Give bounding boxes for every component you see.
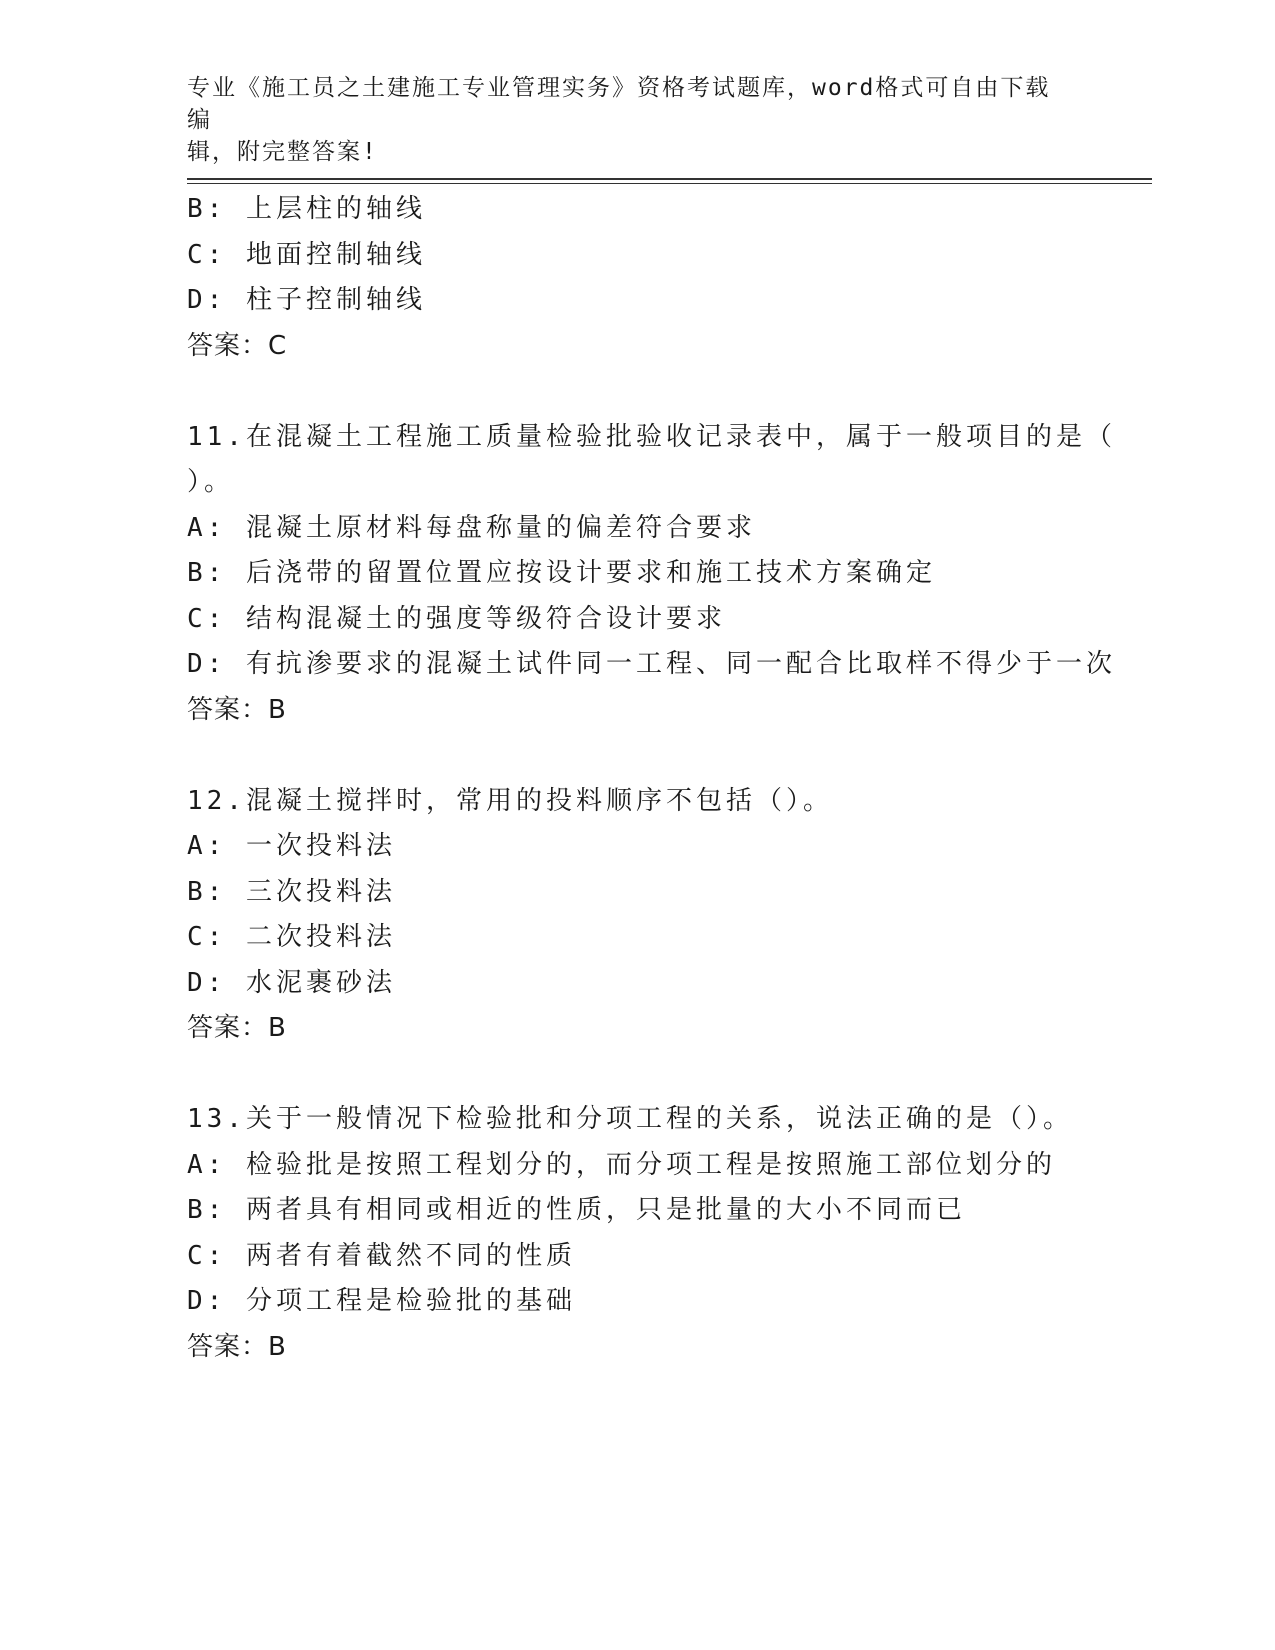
option-a: A: 检验批是按照工程划分的，而分项工程是按照施工部位划分的 [187,1149,1056,1180]
question-11 [187,415,1116,734]
question-10-continuation [187,187,1087,369]
question-12 [187,779,1087,1052]
option-b: B: 两者具有相同或相近的性质，只是批量的大小不同而已 [187,1195,966,1225]
spacer [187,1052,1087,1098]
option-c: C: 结构混凝土的强度等级符合设计要求 [187,603,726,634]
answer-line: 答案：B [187,694,287,725]
header-line-1: 专业《施工员之土建施工专业管理实务》资格考试题库，word格式可自由下载编 [187,75,1051,133]
option-d: D: 水泥裹砂法 [187,967,396,998]
question-list [187,187,1116,1370]
header-rule-thin [187,183,1152,184]
question-stem-continued: ）。 [187,467,235,497]
option-c: C: 两者有着截然不同的性质 [187,1240,576,1271]
header-line-2: 辑，附完整答案! [187,139,378,165]
option-d: D: 柱子控制轴线 [187,285,426,315]
answer-line: 答案：B [187,1013,287,1043]
page-header [187,72,1067,168]
option-c: C: 二次投料法 [187,922,396,952]
header-rule-thick [187,178,1152,180]
question-stem: 13.关于一般情况下检验批和分项工程的关系，说法正确的是（）。 [187,1104,1073,1134]
option-b: B: 三次投料法 [187,876,396,907]
option-d: D: 分项工程是检验批的基础 [187,1286,576,1316]
answer-line: 答案：B [187,1331,287,1362]
option-a: A: 一次投料法 [187,831,396,861]
option-b: B: 上层柱的轴线 [187,194,426,224]
question-stem: 11.在混凝土工程施工质量检验批验收记录表中，属于一般项目的是（ [187,421,1116,452]
spacer [187,369,1087,415]
option-a: A: 混凝土原材料每盘称量的偏差符合要求 [187,512,756,543]
question-stem: 12.混凝土搅拌时，常用的投料顺序不包括（）。 [187,785,833,816]
option-c: C: 地面控制轴线 [187,239,426,270]
option-d: D: 有抗渗要求的混凝土试件同一工程、同一配合比取样不得少于一次 [187,649,1116,679]
answer-line: 答案：C [187,330,288,361]
option-b: B: 后浇带的留置位置应按设计要求和施工技术方案确定 [187,558,936,588]
question-13 [187,1097,1087,1370]
spacer [187,733,1087,779]
